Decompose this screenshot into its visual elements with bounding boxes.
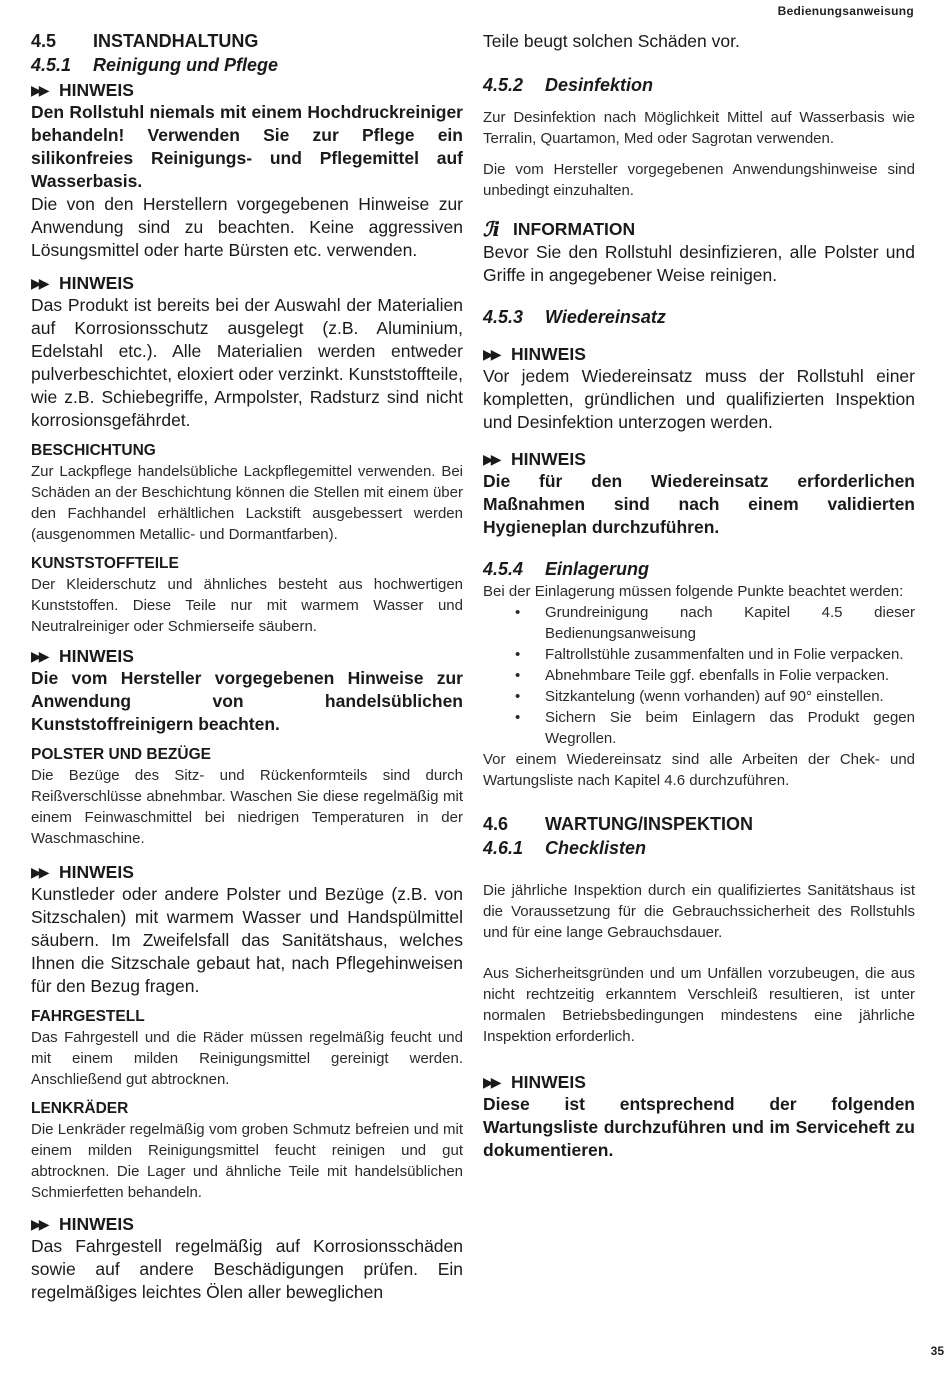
double-arrow-icon: ▶▶ — [483, 451, 499, 467]
hinweis-text: Vor jedem Wiedereinsatz muss der Rollstuhl einer kompletten, gründlichen und qualifizierten Inspektion und Desinfektion unterzogen werden. — [483, 366, 915, 432]
hinweis-heading — [31, 1213, 463, 1235]
hinweis-label: HINWEIS — [511, 344, 586, 364]
hinweis-label: HINWEIS — [59, 646, 134, 666]
double-arrow-icon: ▶▶ — [31, 864, 47, 880]
hinweis-heading — [31, 79, 463, 101]
polster-text: Die Bezüge des Sitz- und Rückenformteils sind durch Reißverschlüsse abnehmbar. Waschen Sie diese regelmäßig mit einem Feinwaschmittel bei niedrigen Temperaturen in der Waschmaschine. — [31, 767, 463, 847]
kunststoffteile-heading: KUNSTSTOFFTEILE — [31, 555, 179, 572]
info-tool-icon: ℐi — [483, 217, 500, 241]
information-text: Bevor Sie den Rollstuhl desinfizieren, alle Polster und Griffe in angegebener Weise reinigen. — [483, 242, 915, 285]
subsection-heading — [483, 73, 915, 97]
desinfektion-text: Zur Desinfektion nach Möglichkeit Mittel auf Wasserbasis wie Terralin, Quartamon, Med oder Sagrotan verwenden. — [483, 109, 915, 147]
hinweis-bold-text: Die vom Hersteller vorgegebenen Hinweise zur Anwendung von handelsüblichen Kunststoffreinigern beachten. — [31, 668, 463, 734]
hinweis-label: HINWEIS — [59, 1214, 134, 1234]
hinweis-bold-text: Die für den Wiedereinsatz erforderlichen Maßnahmen sind nach einem validierten Hygieneplan durchzuführen. — [483, 471, 915, 537]
hinweis-bold-text: Den Rollstuhl niemals mit einem Hochdruckreiniger behandeln! Verwenden Sie zur Pflege ein silikonfreies Reinigungs- und Pflegemittel auf Wasserbasis. — [31, 102, 463, 191]
einlagerung-intro: Bei der Einlagerung müssen folgende Punkte beachtet werden: — [483, 583, 904, 600]
subsection-title: Einlagerung — [545, 559, 650, 579]
einlagerung-outro: Vor einem Wiedereinsatz sind alle Arbeiten der Chek- und Wartungsliste nach Kapitel 4.6 durchzuführen. — [483, 751, 915, 789]
list-item: • Abnehmbare Teile ggf. ebenfalls in Folie verpacken. — [545, 665, 915, 686]
hinweis-text: Kunstleder oder andere Polster und Bezüge (z.B. von Sitzschalen) mit warmem Wasser und Handspülmittel säubern. Im Zweifelsfall das Sanitätshaus, welches Ihnen die Sitzschale gebaut hat, nach Pflegehinweisen für den Bezug fragen. — [31, 884, 463, 996]
lenkraeder-heading: LENKRÄDER — [31, 1100, 129, 1117]
section-number: 4.5 — [31, 31, 57, 51]
section-heading — [483, 813, 915, 836]
beschichtung-text: Zur Lackpflege handelsübliche Lackpflegemittel verwenden. Bei Schäden an der Beschichtung können die Stellen mit einem über den Fachhandel erhältlichen Lackstift ausgebessert werden (ausgenommen Metallic- und Dormantfarben). — [31, 463, 463, 543]
beschichtung-heading: BESCHICHTUNG — [31, 442, 156, 459]
lenkraeder-text: Die Lenkräder regelmäßig vom groben Schmutz befreien und mit einem milden Reinigungsmittel feucht reinigen und gut abtrocknen. Die Lager und ähnliche Teile mit handelsüblichen Schmierfetten behandeln. — [31, 1121, 463, 1201]
subsection-number: 4.5.4 — [483, 559, 524, 579]
section-title: WARTUNG/INSPEKTION — [545, 814, 754, 834]
section-number: 4.6 — [483, 814, 509, 834]
information-heading — [483, 217, 915, 241]
list-item: • Sichern Sie beim Einlagern das Produkt gegen Wegrollen. — [545, 707, 915, 749]
hinweis-label: HINWEIS — [59, 80, 134, 100]
page-number: 35 — [930, 1344, 944, 1358]
subsection-number: 4.5.3 — [483, 307, 524, 327]
kunststoffteile-text: Der Kleiderschutz und ähnliches besteht aus hochwertigen Kunststoffen. Diese Teile nur mit warmem Wasser und Neutralreiniger oder Schmierseife säubern. — [31, 576, 463, 635]
list-item: • Faltrollstühle zusammenfalten und in Folie verpacken. — [545, 644, 915, 665]
polster-heading: POLSTER UND BEZÜGE — [31, 746, 211, 763]
double-arrow-icon: ▶▶ — [31, 82, 47, 98]
continued-text: Teile beugt solchen Schäden vor. — [483, 31, 740, 51]
subsection-title: Reinigung und Pflege — [93, 55, 278, 75]
left-column — [31, 30, 463, 1304]
checklisten-text: Aus Sicherheitsgründen und um Unfällen vorzubeugen, die aus nicht rechtzeitig erkanntem Verschleiß resultieren, ist unter normalen Betriebsbedingungen mindestens eine jährliche Inspektion erforderlich. — [483, 965, 915, 1045]
subsection-number: 4.6.1 — [483, 838, 524, 858]
hinweis-heading — [31, 272, 463, 294]
double-arrow-icon: ▶▶ — [483, 1074, 499, 1090]
subsection-title: Checklisten — [545, 838, 647, 858]
desinfektion-text: Die vom Hersteller vorgegebenen Anwendungshinweise sind unbedingt einzuhalten. — [483, 161, 915, 199]
hinweis-bold-text: Diese ist entsprechend der folgenden Wartungsliste durchzuführen und im Serviceheft zu dokumentieren. — [483, 1094, 915, 1160]
checklisten-text: Die jährliche Inspektion durch ein qualifiziertes Sanitätshaus ist die Voraussetzung für die Gebrauchssicherheit des Rollstuhls und für eine lange Gebrauchsdauer. — [483, 882, 915, 941]
subsection-number: 4.5.1 — [31, 55, 72, 75]
fahrgestell-text: Das Fahrgestell und die Räder müssen regelmäßig feucht und mit einem milden Reinigungsmittel gereinigt werden. Anschließend gut abtrocknen. — [31, 1029, 463, 1088]
fahrgestell-heading: FAHRGESTELL — [31, 1008, 145, 1025]
right-column — [483, 30, 915, 1162]
subsection-heading — [31, 53, 463, 77]
subsection-title: Desinfektion — [545, 75, 654, 95]
hinweis-label: HINWEIS — [511, 1072, 586, 1092]
hinweis-text: Das Fahrgestell regelmäßig auf Korrosionsschäden sowie auf andere Beschädigungen prüfen. Ein regelmäßiges leichtes Ölen aller beweglichen — [31, 1236, 463, 1302]
hinweis-text: Das Produkt ist bereits bei der Auswahl der Materialien auf Korrosionsschutz ausgelegt (z.B. Aluminium, Edelstahl etc.). Alle Materialien werden entweder pulverbeschichtet, eloxiert oder verzinkt. Kunststoffteile, wie z.B. Schiebegriffe, Armpolster, Radsturz sind nicht korrosionsgefährdet. — [31, 295, 463, 430]
hinweis-heading — [483, 343, 915, 365]
double-arrow-icon: ▶▶ — [31, 275, 47, 291]
section-title: INSTANDHALTUNG — [93, 31, 259, 51]
double-arrow-icon: ▶▶ — [31, 648, 47, 664]
information-label: INFORMATION — [513, 219, 636, 239]
subsection-number: 4.5.2 — [483, 75, 524, 95]
hinweis-heading — [31, 645, 463, 667]
hinweis-heading — [31, 861, 463, 883]
hinweis-label: HINWEIS — [511, 449, 586, 469]
subsection-heading — [483, 836, 915, 860]
subsection-title: Wiedereinsatz — [545, 307, 666, 327]
list-item: • Sitzkantelung (wenn vorhanden) auf 90° einstellen. — [545, 686, 915, 707]
subsection-heading — [483, 305, 915, 329]
hinweis-heading — [483, 448, 915, 470]
einlagerung-list — [483, 602, 915, 749]
hinweis-label: HINWEIS — [59, 862, 134, 882]
subsection-heading — [483, 557, 915, 581]
double-arrow-icon: ▶▶ — [31, 1216, 47, 1232]
hinweis-label: HINWEIS — [59, 273, 134, 293]
hinweis-text: Die von den Herstellern vorgegebenen Hinweise zur Anwendung sind zu beachten. Keine aggressiven Lösungsmittel oder harte Bürsten etc. verwenden. — [31, 194, 463, 260]
hinweis-heading — [483, 1071, 915, 1093]
section-heading — [31, 30, 463, 53]
list-item: • Grundreinigung nach Kapitel 4.5 dieser Bedienungsanweisung — [545, 602, 915, 644]
double-arrow-icon: ▶▶ — [483, 346, 499, 362]
document-header: Bedienungsanweisung — [777, 4, 914, 18]
